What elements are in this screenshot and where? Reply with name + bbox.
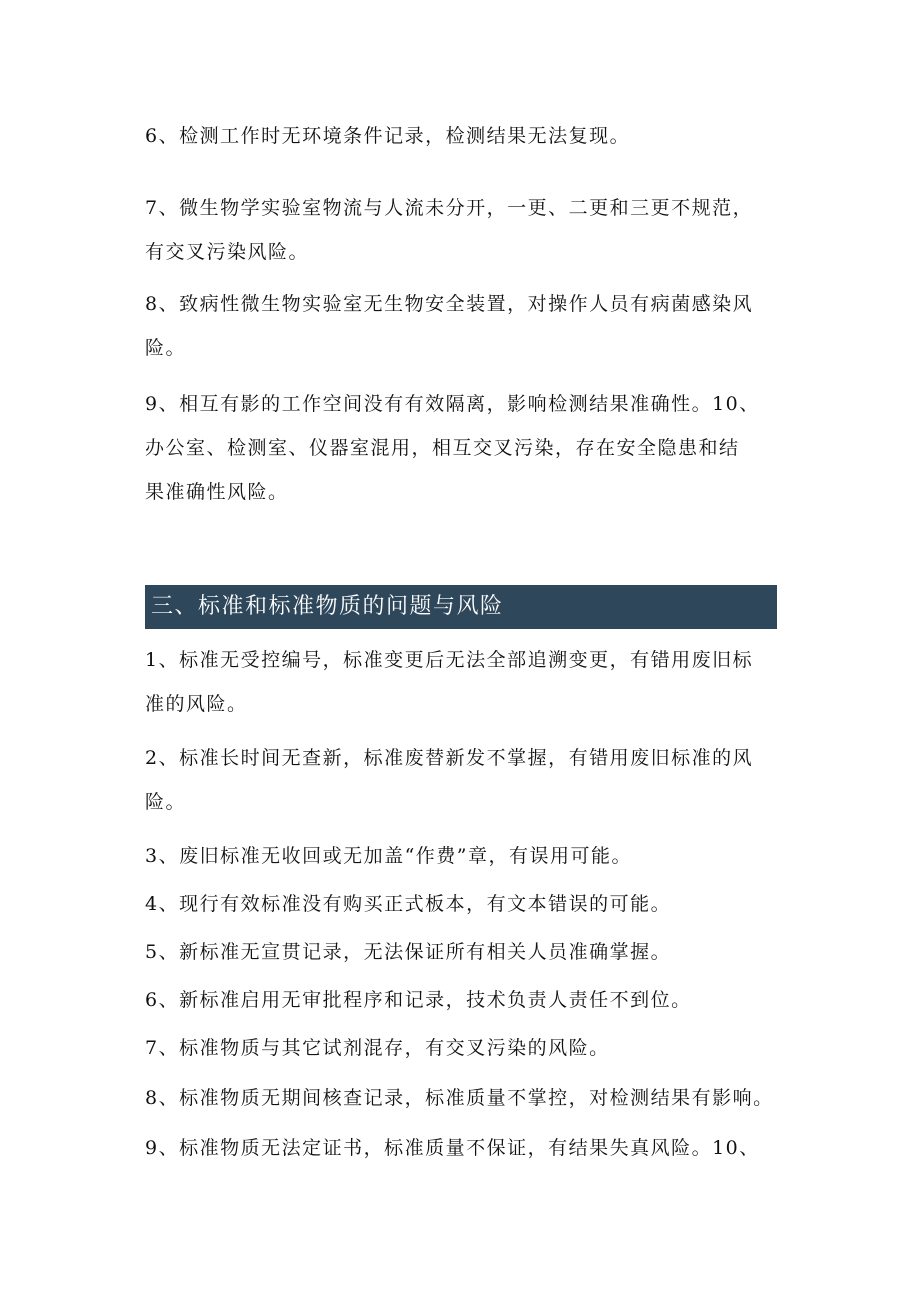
text-line: 准的风险。	[145, 693, 248, 715]
text-line: 险。	[145, 337, 187, 359]
paragraph-item-6b	[145, 978, 785, 1022]
text-line: 7、标准物质与其它试剂混存，有交叉污染的风险。	[145, 1037, 610, 1059]
text-line: 1、标准无受控编号，标准变更后无法全部追溯变更，有错用废旧标	[145, 649, 754, 671]
text-line: 6、检测工作时无环境条件记录，检测结果无法复现。	[145, 125, 631, 147]
text-line: 9、标准物质无法定证书，标准质量不保证，有结果失真风险。10、	[145, 1137, 760, 1159]
text-line: 7、微生物学实验室物流与人流未分开，一更、二更和三更不规范，	[145, 197, 754, 219]
paragraph-item-9b	[145, 1126, 785, 1170]
paragraph-item-6	[145, 114, 785, 158]
text-line: 4、现行有效标准没有购买正式板本，有文本错误的可能。	[145, 893, 672, 915]
paragraph-item-9	[145, 382, 785, 514]
paragraph-item-8b	[145, 1076, 785, 1120]
text-line: 有交叉污染风险。	[145, 241, 310, 263]
paragraph-item-8	[145, 282, 785, 370]
paragraph-item-3	[145, 834, 785, 878]
text-line: 9、相互有影的工作空间没有有效隔离，影响检测结果准确性。10、	[145, 393, 760, 415]
text-line: 险。	[145, 791, 187, 813]
text-line: 办公室、检测室、仪器室混用，相互交叉污染，存在安全隐患和结	[145, 437, 740, 459]
section-heading: 三、标准和标准物质的问题与风险	[145, 585, 777, 629]
paragraph-item-7b	[145, 1026, 785, 1070]
text-line: 8、标准物质无期间核查记录，标准质量不掌控，对检测结果有影响。	[145, 1087, 774, 1109]
paragraph-item-4	[145, 882, 785, 926]
paragraph-item-2	[145, 736, 785, 824]
text-line: 3、废旧标准无收回或无加盖“作费”章，有误用可能。	[145, 845, 633, 867]
paragraph-item-7	[145, 186, 785, 274]
text-line: 8、致病性微生物实验室无生物安全装置，对操作人员有病菌感染风	[145, 293, 754, 315]
text-line: 2、标准长时间无查新，标准废替新发不掌握，有错用废旧标准的风	[145, 747, 754, 769]
text-line: 果准确性风险。	[145, 481, 289, 503]
text-line: 6、新标准启用无审批程序和记录，技术负责人责任不到位。	[145, 989, 692, 1011]
paragraph-item-5	[145, 930, 785, 974]
text-line: 5、新标准无宣贯记录，无法保证所有相关人员准确掌握。	[145, 941, 672, 963]
paragraph-item-1	[145, 638, 785, 726]
